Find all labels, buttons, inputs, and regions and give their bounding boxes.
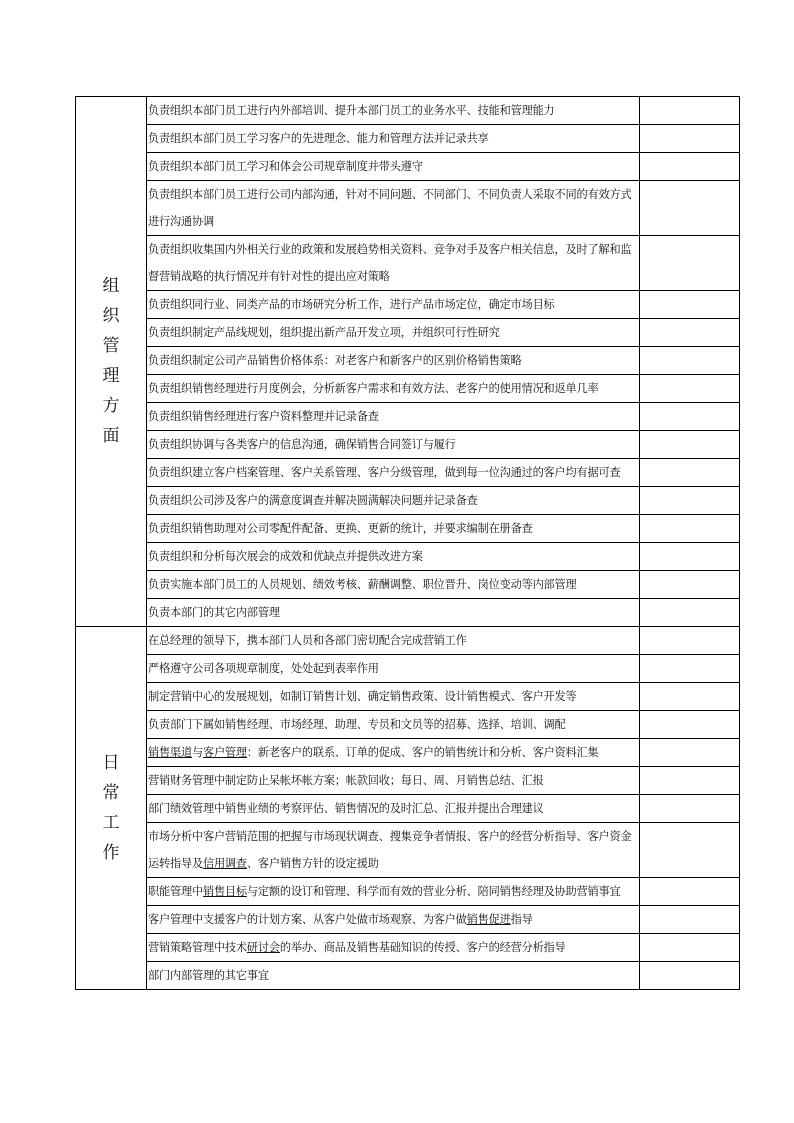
section-title bbox=[76, 97, 147, 627]
section-title-char: 工 bbox=[102, 812, 120, 833]
blank-cell bbox=[640, 403, 740, 431]
table-row bbox=[76, 795, 740, 823]
table-row bbox=[76, 767, 740, 795]
section-title-char: 面 bbox=[102, 426, 120, 446]
blank-cell bbox=[640, 515, 740, 543]
table-row bbox=[76, 181, 740, 236]
duty-text bbox=[147, 823, 640, 878]
table-row bbox=[76, 319, 740, 347]
blank-cell bbox=[640, 599, 740, 627]
duty-text-part: 营销策略管理中技术 bbox=[148, 941, 247, 954]
table-row bbox=[76, 683, 740, 711]
duty-text: 营销财务管理中制定防止呆帐坏帐方案；帐款回收；每日、周、月销售总结、汇报 bbox=[147, 767, 640, 795]
duty-text: 负责组织本部门员工学习客户的先进理念、能力和管理方法并记录共享 bbox=[147, 125, 640, 153]
duty-text-part: 与定额的设订和管理、科学而有效的营业分析、陪同销售经理及协助营销事宜 bbox=[246, 885, 621, 898]
duty-text: 负责组织协调与各类客户的信息沟通，确保销售合同签订与履行 bbox=[147, 431, 640, 459]
duty-text-part: 、客户销售方针的设定援助 bbox=[246, 857, 379, 870]
blank-cell bbox=[640, 291, 740, 319]
duty-text-part: 客户管理中支援客户的计划方案、从客户处做市场观察、为客户做 bbox=[148, 913, 467, 926]
table-row bbox=[76, 125, 740, 153]
duty-text: 负责实施本部门员工的人员规划、绩效考核、薪酬调整、职位晋升、岗位变动等内部管理 bbox=[147, 571, 640, 599]
duty-text-part: ：新老客户的联系、订单的促成、客户的销售统计和分析、客户资料汇集 bbox=[246, 746, 599, 759]
blank-cell bbox=[640, 739, 740, 767]
section-title-char: 作 bbox=[102, 842, 120, 863]
table-row bbox=[76, 878, 740, 906]
blank-cell bbox=[640, 319, 740, 347]
blank-cell bbox=[640, 627, 740, 655]
duty-text: 负责组织本部门员工进行公司内部沟通，针对不同问题、不同部门、不同负责人采取不同的有效方式进行沟通协调 bbox=[147, 181, 640, 236]
blank-cell bbox=[640, 962, 740, 990]
duty-text-part: 职能管理中 bbox=[148, 885, 203, 898]
duty-text-part: 的举办、商品及销售基础知识的传授、客户的经营分析指导 bbox=[279, 941, 566, 954]
duty-text: 负责组织销售助理对公司零配件配备、更换、更新的统计，并要求编制在册备查 bbox=[147, 515, 640, 543]
underlined-term: 销售促进 bbox=[466, 913, 511, 926]
section-title bbox=[76, 627, 147, 990]
blank-cell bbox=[640, 347, 740, 375]
duty-text-part: 与 bbox=[191, 746, 203, 759]
table-row bbox=[76, 97, 740, 125]
table-row bbox=[76, 375, 740, 403]
blank-cell bbox=[640, 431, 740, 459]
duty-text: 在总经理的领导下，携本部门人员和各部门密切配合完成营销工作 bbox=[147, 627, 640, 655]
duty-text bbox=[147, 934, 640, 962]
section-title-char: 方 bbox=[102, 396, 120, 416]
duty-text: 负责组织和分析每次展会的成效和优缺点并提供改进方案 bbox=[147, 543, 640, 571]
table-row bbox=[76, 823, 740, 878]
section-title-char: 组 bbox=[102, 276, 120, 296]
blank-cell bbox=[640, 236, 740, 291]
table-row bbox=[76, 487, 740, 515]
table-row bbox=[76, 459, 740, 487]
blank-cell bbox=[640, 459, 740, 487]
duty-text: 负责组织本部门员工学习和体会公司规章制度并带头遵守 bbox=[147, 153, 640, 181]
table-row bbox=[76, 571, 740, 599]
duty-table-body bbox=[76, 97, 740, 990]
duty-text: 负责本部门的其它内部管理 bbox=[147, 599, 640, 627]
table-row bbox=[76, 739, 740, 767]
table-row bbox=[76, 627, 740, 655]
blank-cell bbox=[640, 655, 740, 683]
duty-text: 负责组织收集国内外相关行业的政策和发展趋势相关资料、竞争对手及客户相关信息，及时了解和监督营销战略的执行情况并有针对性的提出应对策略 bbox=[147, 236, 640, 291]
blank-cell bbox=[640, 878, 740, 906]
table-row bbox=[76, 431, 740, 459]
duty-text: 严格遵守公司各项规章制度，处处起到表率作用 bbox=[147, 655, 640, 683]
duty-text: 负责组织销售经理进行客户资料整理并记录备查 bbox=[147, 403, 640, 431]
duty-text: 负责组织建立客户档案管理、客户关系管理、客户分级管理，做到每一位沟通过的客户均有据可查 bbox=[147, 459, 640, 487]
table-row bbox=[76, 153, 740, 181]
duty-text: 负责组织销售经理进行月度例会，分析新客户需求和有效方法、老客户的使用情况和返单几率 bbox=[147, 375, 640, 403]
table-row bbox=[76, 515, 740, 543]
blank-cell bbox=[640, 487, 740, 515]
duty-table bbox=[75, 96, 740, 990]
duty-text: 负责组织本部门员工进行内外部培训、提升本部门员工的业务水平、技能和管理能力 bbox=[147, 97, 640, 125]
table-row bbox=[76, 599, 740, 627]
underlined-term: 销售目标 bbox=[202, 885, 247, 898]
section-title-char: 常 bbox=[102, 782, 120, 803]
duty-text-part: 指导 bbox=[510, 913, 533, 926]
duty-text: 负责部门下属如销售经理、市场经理、助理、专员和文员等的招募、选择、培训、调配 bbox=[147, 711, 640, 739]
blank-cell bbox=[640, 795, 740, 823]
blank-cell bbox=[640, 571, 740, 599]
underlined-term: 信用调查 bbox=[202, 857, 247, 870]
blank-cell bbox=[640, 934, 740, 962]
duty-text bbox=[147, 878, 640, 906]
blank-cell bbox=[640, 375, 740, 403]
underlined-term: 研讨会 bbox=[246, 941, 280, 954]
blank-cell bbox=[640, 767, 740, 795]
underlined-term: 销售渠道 bbox=[148, 746, 192, 759]
section-title-char: 管 bbox=[102, 336, 120, 356]
blank-cell bbox=[640, 97, 740, 125]
section-title-char: 织 bbox=[102, 306, 120, 326]
blank-cell bbox=[640, 711, 740, 739]
table-row bbox=[76, 906, 740, 934]
blank-cell bbox=[640, 153, 740, 181]
table-row bbox=[76, 236, 740, 291]
blank-cell bbox=[640, 823, 740, 878]
table-row bbox=[76, 291, 740, 319]
blank-cell bbox=[640, 683, 740, 711]
table-row bbox=[76, 347, 740, 375]
duty-text-part: 市场分析中客户营销范围的把握与市场现状调查、搜集竞争者情报、客户的经营分析指导、客户资金运转指导及 bbox=[148, 830, 632, 870]
table-row bbox=[76, 543, 740, 571]
underlined-term: 客户管理 bbox=[202, 746, 247, 759]
table-row bbox=[76, 934, 740, 962]
duty-text: 制定营销中心的发展规划，如制订销售计划、确定销售政策、设计销售模式、客户开发等 bbox=[147, 683, 640, 711]
table-row bbox=[76, 655, 740, 683]
duty-text: 部门内部管理的其它事宜 bbox=[147, 962, 640, 990]
duty-text: 负责组织同行业、同类产品的市场研究分析工作，进行产品市场定位，确定市场目标 bbox=[147, 291, 640, 319]
section-title-char: 日 bbox=[102, 752, 120, 773]
duty-text bbox=[147, 906, 640, 934]
blank-cell bbox=[640, 125, 740, 153]
blank-cell bbox=[640, 543, 740, 571]
duty-text: 负责组织公司涉及客户的满意度调查并解决圆满解决问题并记录备查 bbox=[147, 487, 640, 515]
table-row bbox=[76, 711, 740, 739]
section-title-char: 理 bbox=[102, 366, 120, 386]
blank-cell bbox=[640, 906, 740, 934]
table-row bbox=[76, 403, 740, 431]
blank-cell bbox=[640, 181, 740, 236]
duty-text bbox=[147, 739, 640, 767]
duty-text: 负责组织制定产品线规划，组织提出新产品开发立项，并组织可行性研究 bbox=[147, 319, 640, 347]
duty-text: 负责组织制定公司产品销售价格体系：对老客户和新客户的区别价格销售策略 bbox=[147, 347, 640, 375]
duty-text: 部门绩效管理中销售业绩的考察评估、销售情况的及时汇总、汇报并提出合理建议 bbox=[147, 795, 640, 823]
table-row bbox=[76, 962, 740, 990]
